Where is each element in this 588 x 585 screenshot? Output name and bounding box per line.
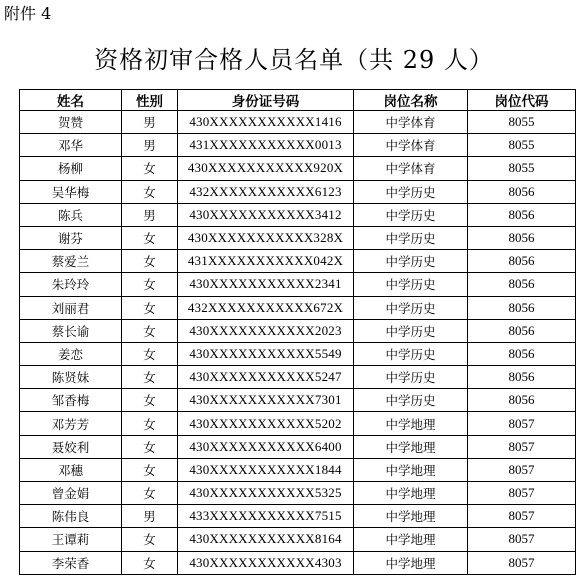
cell-id-number: 431XXXXXXXXXXX0013 — [178, 134, 354, 157]
cell-position-code: 8057 — [468, 435, 576, 458]
header-gender: 性别 — [122, 90, 178, 111]
cell-name: 吴华梅 — [20, 180, 122, 203]
cell-id-number: 430XXXXXXXXXXX3412 — [178, 203, 354, 226]
cell-id-number: 430XXXXXXXXXXX2023 — [178, 319, 354, 342]
cell-name: 杨柳 — [20, 157, 122, 180]
table-row — [20, 458, 576, 481]
cell-gender: 男 — [122, 203, 178, 226]
cell-position-code: 8055 — [468, 157, 576, 180]
table-body — [20, 111, 576, 575]
cell-id-number: 430XXXXXXXXXXX5325 — [178, 482, 354, 505]
cell-gender: 女 — [122, 273, 178, 296]
cell-gender: 女 — [122, 180, 178, 203]
cell-gender: 女 — [122, 250, 178, 273]
cell-name: 刘丽君 — [20, 296, 122, 319]
cell-gender: 女 — [122, 319, 178, 342]
cell-gender: 男 — [122, 111, 178, 134]
cell-id-number: 430XXXXXXXXXXX7301 — [178, 389, 354, 412]
cell-position-name: 中学历史 — [354, 250, 468, 273]
cell-id-number: 430XXXXXXXXXXX1416 — [178, 111, 354, 134]
table-row — [20, 226, 576, 249]
table-row — [20, 319, 576, 342]
cell-gender: 女 — [122, 458, 178, 481]
cell-name: 聂姣利 — [20, 435, 122, 458]
cell-position-code: 8056 — [468, 226, 576, 249]
cell-name: 邓华 — [20, 134, 122, 157]
cell-id-number: 430XXXXXXXXXXX6400 — [178, 435, 354, 458]
cell-position-name: 中学地理 — [354, 482, 468, 505]
cell-id-number: 430XXXXXXXXXXX5202 — [178, 412, 354, 435]
cell-position-name: 中学地理 — [354, 551, 468, 574]
cell-name: 陈贤妹 — [20, 366, 122, 389]
cell-position-name: 中学历史 — [354, 389, 468, 412]
cell-name: 邓芳芳 — [20, 412, 122, 435]
table-row — [20, 551, 576, 574]
cell-position-code: 8056 — [468, 273, 576, 296]
cell-position-name: 中学地理 — [354, 412, 468, 435]
cell-name: 王谭莉 — [20, 528, 122, 551]
cell-position-name: 中学体育 — [354, 111, 468, 134]
page-title: 资格初审合格人员名单（共 29 人） — [94, 46, 494, 74]
cell-position-code: 8056 — [468, 296, 576, 319]
cell-name: 蔡爱兰 — [20, 250, 122, 273]
table-row — [20, 342, 576, 365]
cell-name: 贺赞 — [20, 111, 122, 134]
cell-position-code: 8057 — [468, 458, 576, 481]
cell-name: 谢芬 — [20, 226, 122, 249]
table-row — [20, 528, 576, 551]
cell-position-name: 中学地理 — [354, 458, 468, 481]
table-row — [20, 389, 576, 412]
cell-id-number: 430XXXXXXXXXXX4303 — [178, 551, 354, 574]
header-position-name: 岗位名称 — [354, 90, 468, 111]
table-row — [20, 273, 576, 296]
cell-position-name: 中学地理 — [354, 435, 468, 458]
attachment-label: 附件 4 — [4, 4, 52, 23]
cell-name: 蔡长谕 — [20, 319, 122, 342]
cell-position-code: 8056 — [468, 389, 576, 412]
cell-position-code: 8057 — [468, 551, 576, 574]
cell-position-name: 中学历史 — [354, 226, 468, 249]
cell-gender: 男 — [122, 134, 178, 157]
cell-position-code: 8056 — [468, 342, 576, 365]
cell-name: 陈兵 — [20, 203, 122, 226]
cell-position-code: 8057 — [468, 482, 576, 505]
cell-gender: 女 — [122, 342, 178, 365]
cell-position-code: 8057 — [468, 505, 576, 528]
table-row — [20, 412, 576, 435]
table-row — [20, 111, 576, 134]
cell-id-number: 431XXXXXXXXXXX042X — [178, 250, 354, 273]
cell-position-name: 中学历史 — [354, 319, 468, 342]
cell-id-number: 430XXXXXXXXXXX920X — [178, 157, 354, 180]
cell-name: 姜恋 — [20, 342, 122, 365]
cell-id-number: 430XXXXXXXXXXX1844 — [178, 458, 354, 481]
cell-id-number: 430XXXXXXXXXXX5247 — [178, 366, 354, 389]
cell-id-number: 433XXXXXXXXXXX7515 — [178, 505, 354, 528]
table-row — [20, 180, 576, 203]
cell-gender: 女 — [122, 528, 178, 551]
cell-gender: 女 — [122, 435, 178, 458]
cell-position-code: 8056 — [468, 203, 576, 226]
cell-position-name: 中学体育 — [354, 157, 468, 180]
table-row — [20, 435, 576, 458]
cell-name: 陈伟良 — [20, 505, 122, 528]
cell-position-code: 8057 — [468, 412, 576, 435]
cell-id-number: 430XXXXXXXXXXX2341 — [178, 273, 354, 296]
cell-gender: 女 — [122, 551, 178, 574]
cell-position-code: 8056 — [468, 180, 576, 203]
cell-position-code: 8055 — [468, 134, 576, 157]
cell-name: 朱玲玲 — [20, 273, 122, 296]
table-row — [20, 505, 576, 528]
cell-gender: 女 — [122, 366, 178, 389]
cell-gender: 男 — [122, 505, 178, 528]
cell-id-number: 430XXXXXXXXXXX328X — [178, 226, 354, 249]
candidate-table — [19, 89, 576, 575]
table-row — [20, 296, 576, 319]
cell-position-code: 8055 — [468, 111, 576, 134]
table-row — [20, 250, 576, 273]
cell-name: 邓穗 — [20, 458, 122, 481]
cell-gender: 女 — [122, 296, 178, 319]
cell-name: 李荣香 — [20, 551, 122, 574]
cell-gender: 女 — [122, 157, 178, 180]
cell-name: 曾金娟 — [20, 482, 122, 505]
table-header-row — [20, 90, 576, 111]
cell-id-number: 432XXXXXXXXXXX6123 — [178, 180, 354, 203]
cell-position-name: 中学历史 — [354, 273, 468, 296]
cell-position-code: 8056 — [468, 250, 576, 273]
table-row — [20, 366, 576, 389]
cell-position-name: 中学地理 — [354, 528, 468, 551]
cell-gender: 女 — [122, 412, 178, 435]
cell-position-name: 中学历史 — [354, 180, 468, 203]
cell-position-name: 中学历史 — [354, 366, 468, 389]
cell-position-name: 中学历史 — [354, 203, 468, 226]
table-row — [20, 482, 576, 505]
table-row — [20, 134, 576, 157]
cell-position-name: 中学地理 — [354, 505, 468, 528]
cell-position-code: 8056 — [468, 319, 576, 342]
cell-id-number: 430XXXXXXXXXXX5549 — [178, 342, 354, 365]
cell-position-name: 中学体育 — [354, 134, 468, 157]
header-id-number: 身份证号码 — [178, 90, 354, 111]
header-position-code: 岗位代码 — [468, 90, 576, 111]
cell-name: 邹香梅 — [20, 389, 122, 412]
cell-id-number: 430XXXXXXXXXXX8164 — [178, 528, 354, 551]
cell-position-code: 8056 — [468, 366, 576, 389]
cell-gender: 女 — [122, 482, 178, 505]
header-name: 姓名 — [20, 90, 122, 111]
cell-position-name: 中学历史 — [354, 342, 468, 365]
table-row — [20, 157, 576, 180]
cell-position-name: 中学历史 — [354, 296, 468, 319]
cell-gender: 女 — [122, 226, 178, 249]
cell-position-code: 8057 — [468, 528, 576, 551]
table-row — [20, 203, 576, 226]
cell-gender: 女 — [122, 389, 178, 412]
cell-id-number: 432XXXXXXXXXXX672X — [178, 296, 354, 319]
